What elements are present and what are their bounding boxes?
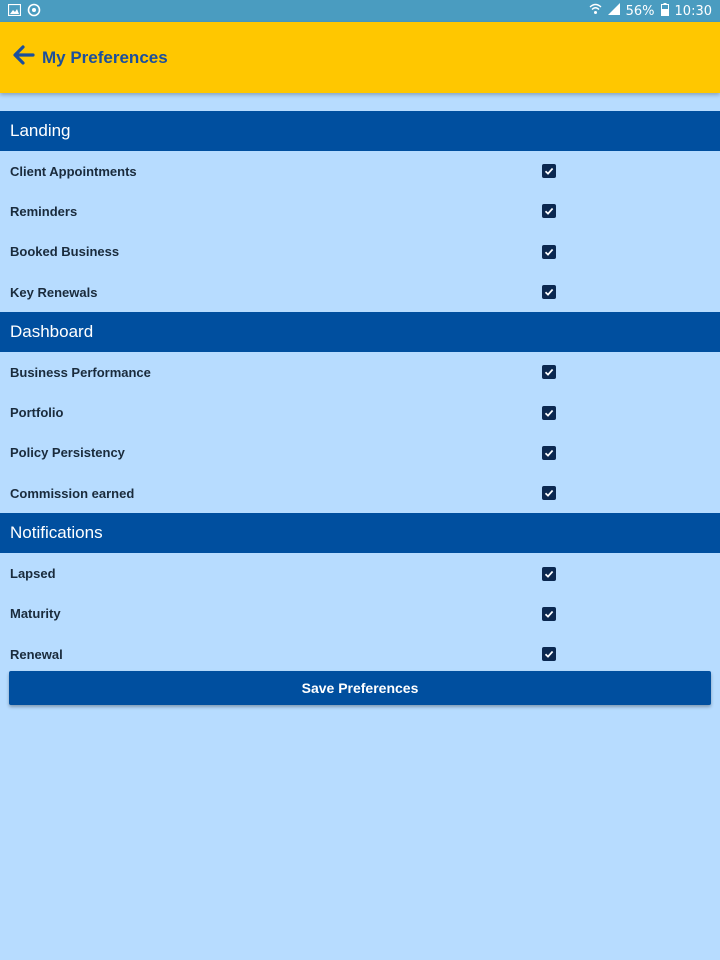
battery-icon: [661, 3, 669, 20]
pref-row-reminders: [0, 191, 720, 231]
wifi-icon: [589, 3, 602, 19]
pref-row-booked-business: [0, 232, 720, 272]
status-bar: [0, 0, 720, 22]
checkbox-portfolio[interactable]: [542, 406, 556, 420]
check-icon: [544, 488, 554, 498]
section-title: Dashboard: [10, 322, 94, 342]
pref-label: Reminders: [10, 203, 78, 219]
check-icon: [544, 569, 554, 579]
back-button[interactable]: [12, 46, 36, 70]
checkbox-commission-earned[interactable]: [542, 486, 556, 500]
save-preferences-button[interactable]: Save Preferences: [9, 671, 711, 705]
app-bar: [0, 22, 720, 93]
pref-row-maturity: [0, 594, 720, 634]
status-right: [589, 3, 712, 20]
pref-label: Lapsed: [10, 566, 56, 582]
check-icon: [544, 649, 554, 659]
pref-label: Commission earned: [10, 485, 135, 501]
section-header-landing: [0, 111, 720, 151]
pref-row-policy-persistency: [0, 433, 720, 473]
pref-row-commission-earned: [0, 473, 720, 513]
check-icon: [544, 367, 554, 377]
status-left: [8, 3, 41, 20]
section-title: Landing: [10, 121, 71, 140]
preferences-list: [0, 111, 720, 674]
pref-label: Key Renewals: [10, 284, 98, 300]
checkbox-lapsed[interactable]: [542, 567, 556, 581]
pref-row-lapsed: [0, 553, 720, 593]
pref-label: Policy Persistency: [10, 445, 125, 461]
pref-row-portfolio: [0, 392, 720, 432]
check-icon: [544, 166, 554, 176]
sync-icon: [27, 3, 41, 20]
check-icon: [544, 609, 554, 619]
pref-label: Business Performance: [10, 364, 151, 380]
pref-label: Maturity: [10, 606, 61, 622]
gallery-icon: [8, 4, 21, 19]
pref-label: Portfolio: [10, 405, 64, 421]
checkbox-policy-persistency[interactable]: [542, 446, 556, 460]
pref-row-client-appointments: [0, 151, 720, 191]
checkbox-key-renewals[interactable]: [542, 285, 556, 299]
section-header-dashboard: [0, 312, 720, 352]
signal-icon: [608, 3, 620, 19]
check-icon: [544, 206, 554, 216]
section-title: Notifications: [10, 523, 103, 543]
check-icon: [544, 408, 554, 418]
checkbox-booked-business[interactable]: [542, 245, 556, 259]
clock: 10:30: [674, 3, 712, 19]
page-title: My Preferences: [42, 47, 168, 67]
section-header-notifications: [0, 513, 720, 553]
pref-label: Booked Business: [10, 244, 120, 260]
checkbox-business-performance[interactable]: [542, 365, 556, 379]
check-icon: [544, 287, 554, 297]
checkbox-renewal[interactable]: [542, 647, 556, 661]
check-icon: [544, 448, 554, 458]
pref-row-key-renewals: [0, 272, 720, 312]
arrow-left-icon: [13, 45, 35, 70]
check-icon: [544, 247, 554, 257]
checkbox-reminders[interactable]: [542, 204, 556, 218]
pref-row-business-performance: [0, 352, 720, 392]
pref-label: Renewal: [10, 646, 63, 662]
pref-row-renewal: [0, 634, 720, 674]
checkbox-client-appointments[interactable]: [542, 164, 556, 178]
battery-percent: 56%: [625, 3, 655, 19]
pref-label: Client Appointments: [10, 163, 137, 179]
checkbox-maturity[interactable]: [542, 607, 556, 621]
